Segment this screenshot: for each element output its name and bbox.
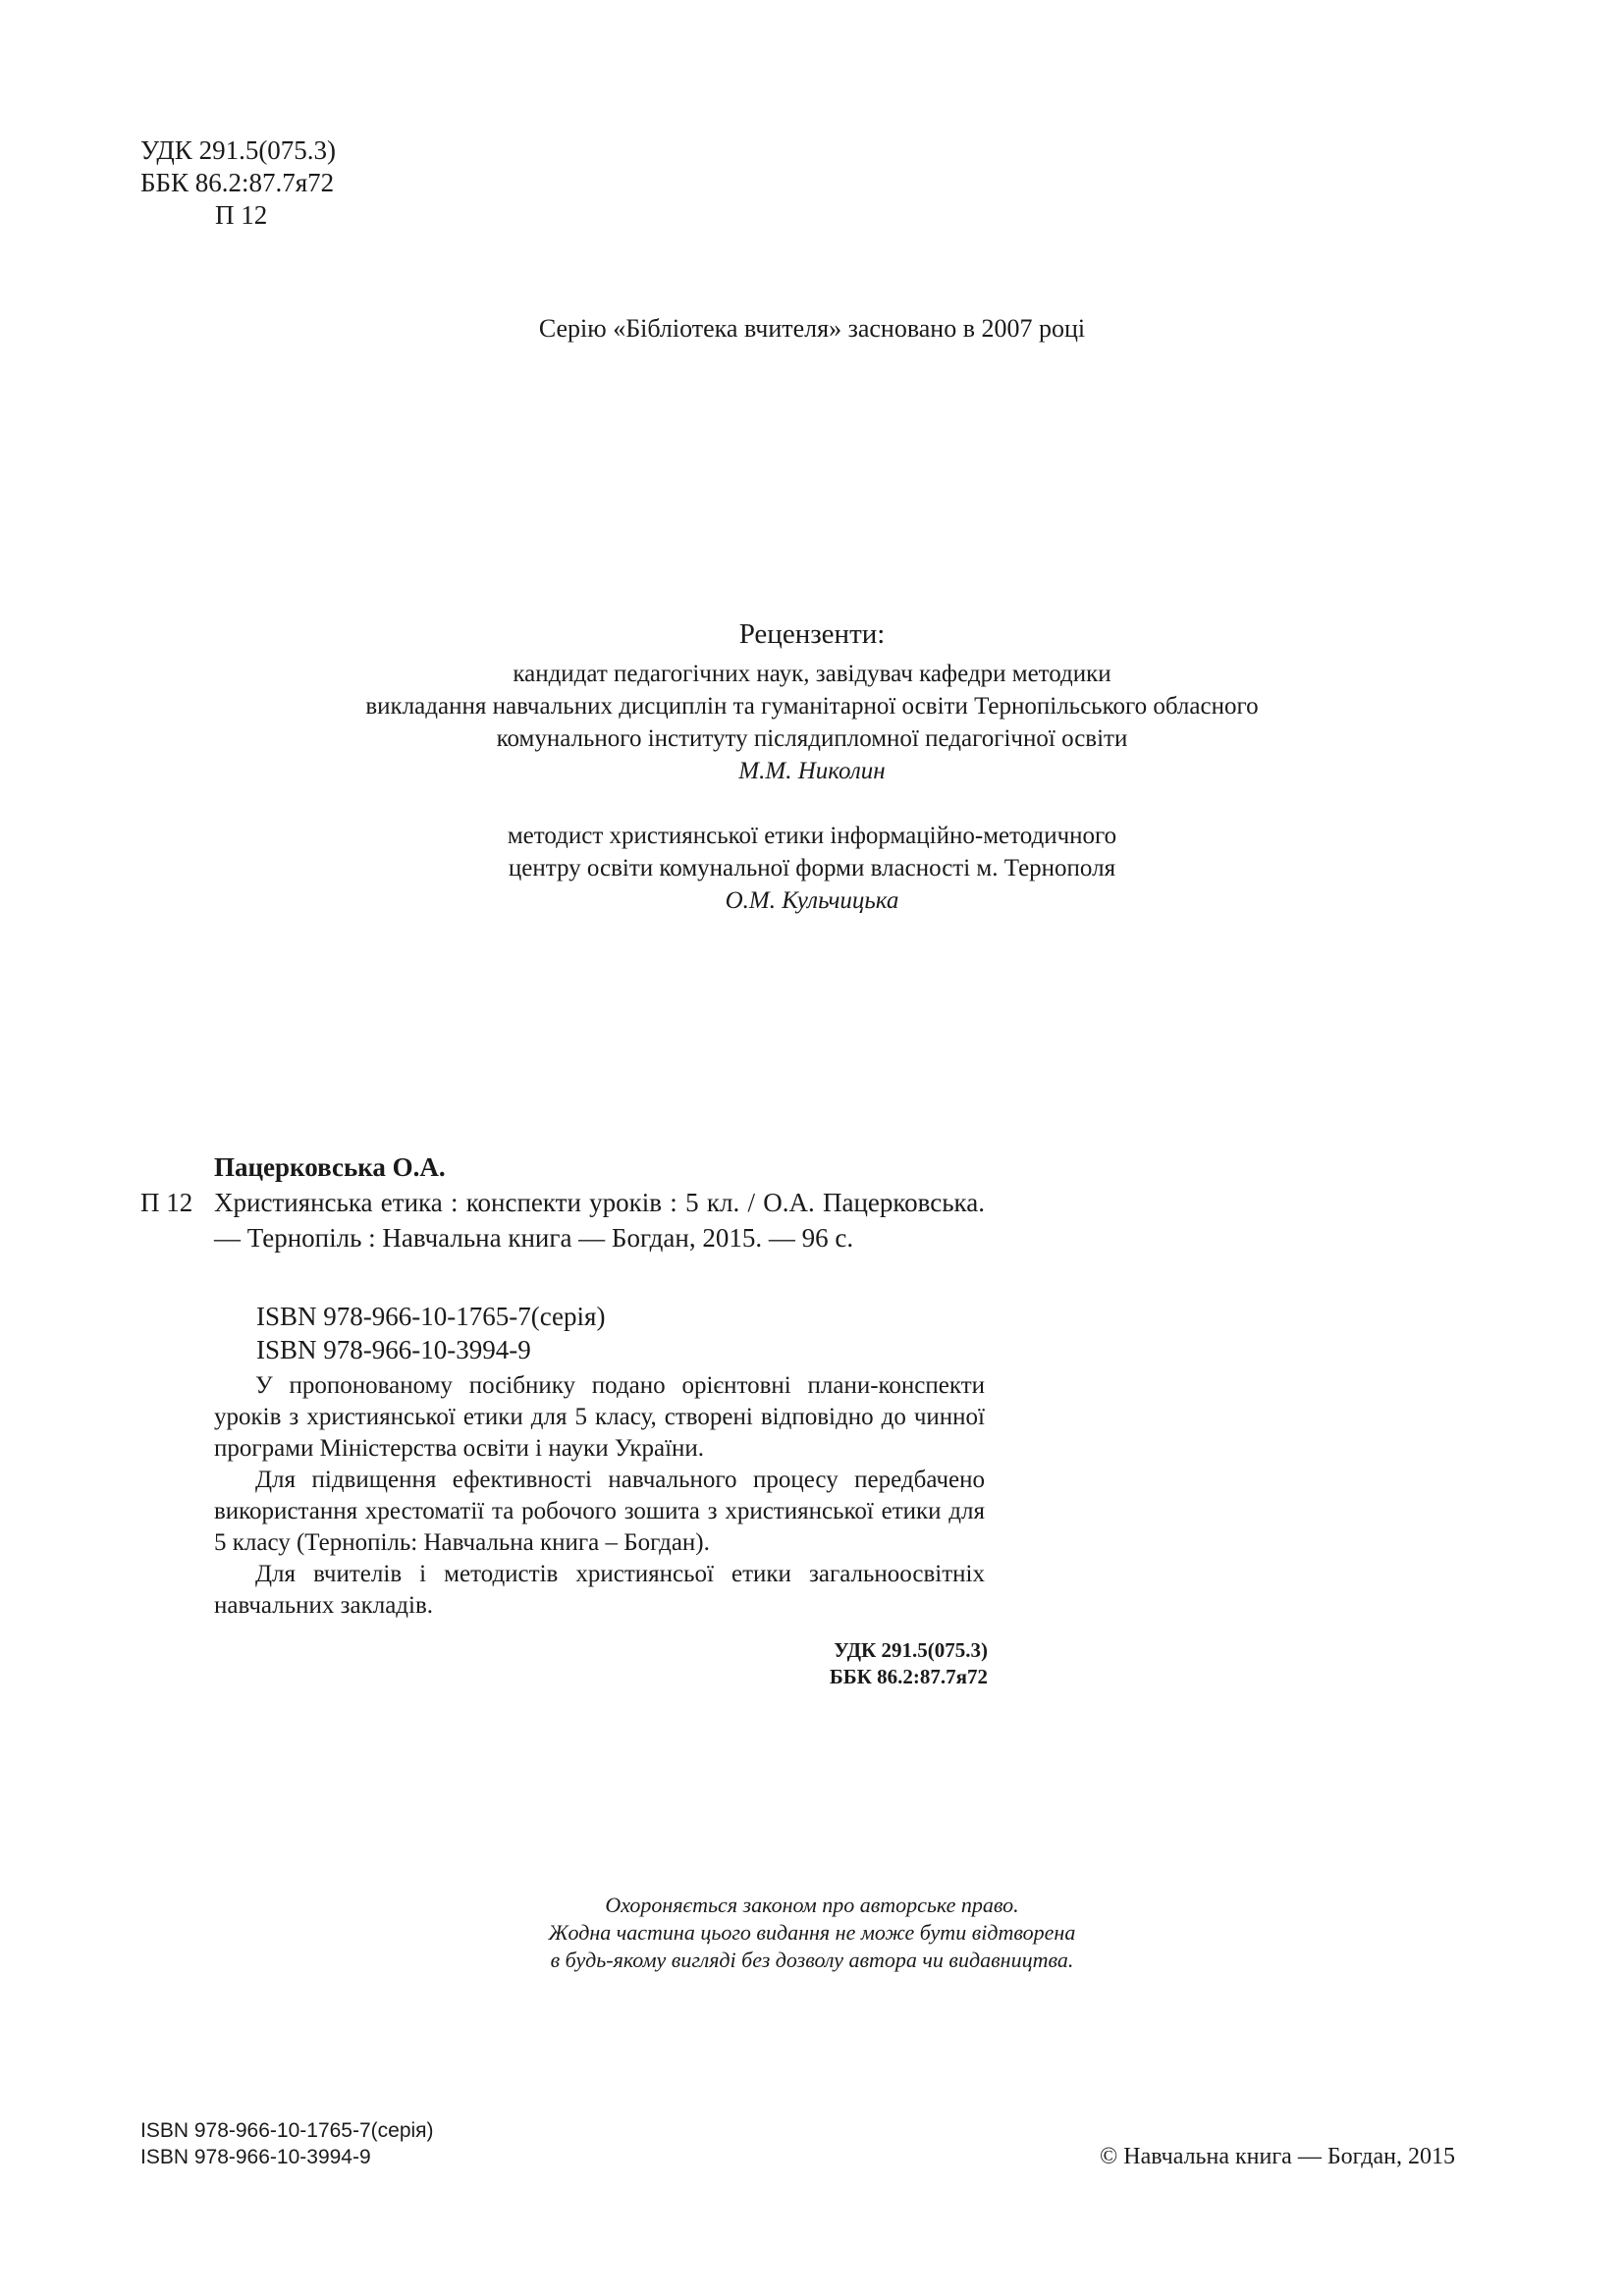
card-isbn-list [256,1300,605,1366]
reviewer-2-line: центру освіти комунальної форми власності м. Тернополя [508,855,1116,881]
bbk-code: ББК 86.2:87.7я72 [140,168,335,197]
reviewers-heading: Рецензенти: [738,618,886,650]
publisher-copyright: © Навчальна книга — Богдан, 2015 [1100,2144,1455,2169]
card-isbn: ISBN 978-966-10-3994-9 [256,1335,531,1364]
card-bbk: ББК 86.2:87.7я72 [829,1665,988,1688]
bottom-isbn-list [140,2117,434,2170]
classification-block [140,134,336,232]
card-author: Пацерковська О.А. [214,1152,446,1182]
notice-line: Жодна частина цього видання не може бути відтворена [548,1920,1076,1945]
card-udk: УДК 291.5(075.3) [834,1638,988,1662]
annotation-paragraph: Для підвищення ефективності навчального процесу передбачено використання хрестоматії та робочого зошита з християнської етики для 5 класу (Тернопіль: Навчальна книга – Богдан). [214,1467,985,1556]
notice-line: в будь-якому вигляді без дозволу автора чи видавництва. [550,1948,1074,1972]
series-note: Серію «Бібліотека вчителя» засновано в 2007 році [538,314,1086,343]
reviewer-1-line: викладання навчальних дисциплін та гуманітарної освіти Тернопільського обласного [365,693,1259,720]
bottom-isbn: ISBN 978-966-10-1765-7(серія) [140,2119,434,2142]
copyright-notice [0,1892,1624,1974]
reviewer-1-line: кандидат педагогічних наук, завідувач кафедри методики [513,661,1111,687]
author-sign: П 12 [215,200,268,230]
udk-code: УДК 291.5(075.3) [140,135,337,165]
reviewers-section [0,614,1624,917]
bottom-isbn: ISBN 978-966-10-3994-9 [140,2146,371,2168]
reviewer-2-line: методист християнської етики інформаційно-методичного [507,823,1117,849]
card-isbn: ISBN 978-966-10-1765-7(серія) [256,1302,606,1331]
card-annotation [214,1370,985,1622]
reviewer-1-line: комунального інституту післядипломної педагогічної освіти [496,725,1128,752]
reviewer-2-name: О.М. Кульчицька [725,887,899,914]
annotation-paragraph: У пропонованому посібнику подано орієнтовні плани-конспекти уроків з християнської етики для 5 класу, створені відповідно до чинної програми Міністерства освіти і науки України. [214,1372,985,1462]
notice-line: Охороняється законом про авторське право. [605,1893,1019,1917]
card-description: Християнська етика : конспекти уроків : 5 кл. / О.А. Пацерковська. — Тернопіль : Навчальна книга — Богдан, 2015. — 96 с. [214,1188,985,1253]
card-author-sign: П 12 [140,1188,193,1217]
reviewer-1-name: М.М. Николин [738,758,886,784]
card-classification [830,1637,988,1690]
annotation-paragraph: Для вчителів і методистів християнсьої етики загальноосвітніх навчальних закладів. [214,1561,985,1619]
